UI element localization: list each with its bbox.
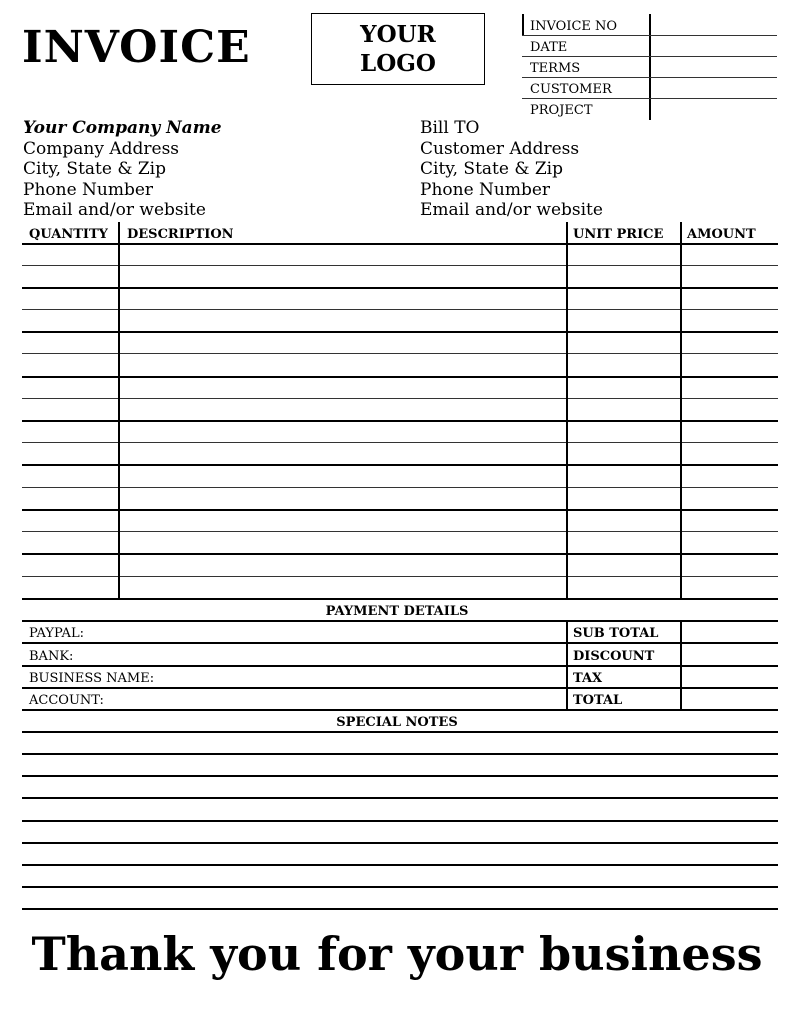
meta-rule-3 [522,77,777,78]
payment-rule [22,687,778,689]
table-column-divider [680,222,682,598]
discount-label: DISCOUNT [573,649,655,664]
recipient-address: Customer Address [420,138,580,159]
table-rule [22,376,778,378]
meta-rule-2 [522,56,777,57]
notes-rule [22,753,778,755]
payment-rule [22,709,778,711]
payment-column-divider [680,620,682,709]
payment-rule [22,665,778,667]
logo-placeholder [311,13,485,85]
notes-rule [22,820,778,822]
table-rule [22,531,778,532]
payment-business-name-label: BUSINESS NAME: [29,671,155,686]
notes-rule [22,797,778,799]
table-rule [22,265,778,266]
logo-line-2: LOGO [360,50,436,77]
meta-rule-4 [522,98,777,99]
meta-project-label: PROJECT [530,103,593,118]
sender-email: Email and/or website [23,200,206,221]
table-column-divider [118,222,120,598]
sender-phone: Phone Number [23,179,154,200]
notes-rule [22,886,778,888]
logo-line-1: YOUR [360,21,436,48]
table-rule [22,442,778,443]
table-rule [22,420,778,422]
payment-account-label: ACCOUNT: [29,693,104,708]
sender-address: Company Address [23,138,180,159]
notes-rule [22,775,778,777]
thank-you-message: Thank you for your business [31,927,763,981]
subtotal-label: SUB TOTAL [573,626,659,641]
recipient-email: Email and/or website [420,200,603,221]
table-rule [22,487,778,488]
table-rule [22,353,778,354]
table-column-divider [566,222,568,598]
col-amount-header: AMOUNT [687,227,756,242]
col-unit-price-header: UNIT PRICE [573,227,664,242]
col-description-header: DESCRIPTION [127,227,234,242]
meta-divider [649,14,651,120]
payment-heading: PAYMENT DETAILS [325,604,469,619]
meta-terms-label: TERMS [530,61,581,76]
payment-bank-label: BANK: [29,649,74,664]
sender-block [23,118,222,221]
payment-paypal-label: PAYPAL: [29,626,84,641]
sender-company: Your Company Name [23,118,222,138]
meta-date-label: DATE [530,40,568,55]
table-rule [22,287,778,289]
meta-invoice-no-label: INVOICE NO [530,19,618,34]
notes-rule [22,864,778,866]
table-rule [22,243,778,245]
total-label: TOTAL [573,693,623,708]
table-rule [22,398,778,399]
table-rule [22,331,778,333]
meta-rule-1 [522,35,777,36]
notes-rule [22,908,778,910]
sender-city: City, State & Zip [23,159,167,180]
recipient-block [420,118,603,221]
table-rule [22,553,778,555]
recipient-heading: Bill TO [420,118,480,138]
table-rule [22,509,778,511]
notes-rule [22,731,778,733]
notes-heading: SPECIAL NOTES [336,715,458,730]
payment-column-divider [566,620,568,709]
table-rule [22,464,778,466]
invoice-title: INVOICE [22,22,251,73]
tax-label: TAX [573,671,603,686]
meta-left-border [522,14,524,36]
table-rule [22,598,778,600]
recipient-phone: Phone Number [420,179,551,200]
table-rule [22,576,778,577]
meta-customer-label: CUSTOMER [530,82,612,97]
notes-rule [22,842,778,844]
recipient-city: City, State & Zip [420,159,564,180]
payment-rule [22,620,778,622]
col-quantity-header: QUANTITY [29,227,108,242]
table-rule [22,309,778,310]
payment-rule [22,642,778,644]
